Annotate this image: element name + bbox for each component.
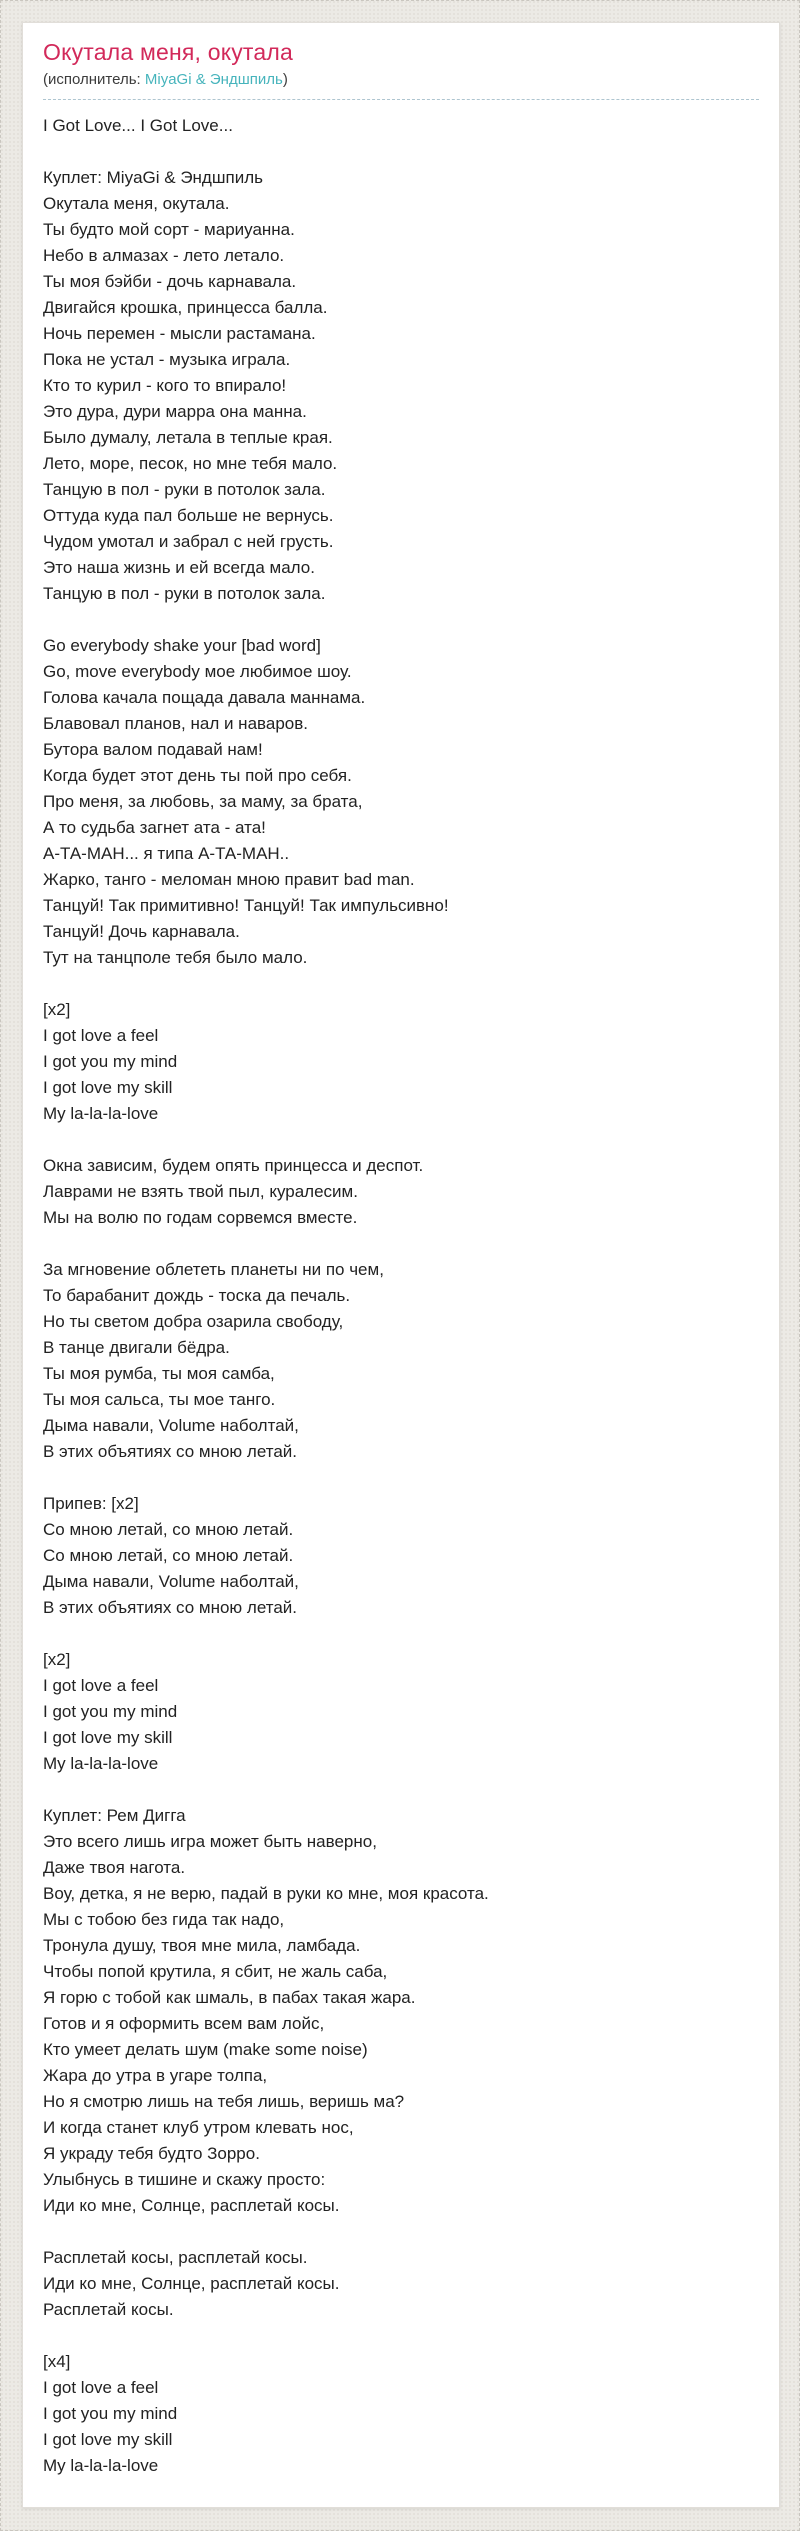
lyrics-line: В этих объятиях со мною летай. bbox=[43, 1442, 297, 1461]
lyrics-line: Это наша жизнь и ей всегда мало. bbox=[43, 558, 315, 577]
lyrics-line: Улыбнусь в тишине и скажу просто: bbox=[43, 2170, 326, 2189]
stanza bbox=[43, 1491, 759, 1621]
lyrics-line: А то судьба загнет ата - ата! bbox=[43, 818, 266, 837]
lyrics-line: Танцуй! Дочь карнавала. bbox=[43, 922, 240, 941]
page-title: Окутала меня, окутала bbox=[43, 39, 294, 65]
lyrics-line: Куплет: MiyaGi & Эндшпиль bbox=[43, 168, 263, 187]
stanza bbox=[43, 2245, 759, 2323]
lyrics-line: Танцую в пол - руки в потолок зала. bbox=[43, 480, 326, 499]
lyrics-line: Жарко, танго - меломан мною правит bad man. bbox=[43, 870, 415, 889]
lyrics-line: Иди ко мне, Солнце, расплетай косы. bbox=[43, 2196, 340, 2215]
lyrics-line: Мы с тобою без гида так надо, bbox=[43, 1910, 285, 1929]
stanza bbox=[43, 1803, 759, 2219]
lyrics-line: Тронула душу, твоя мне мила, ламбада. bbox=[43, 1936, 361, 1955]
lyrics-line: Бутора валом подавай нам! bbox=[43, 740, 263, 759]
lyrics-line: То барабанит дождь - тоска да печаль. bbox=[43, 1286, 351, 1305]
lyrics-line: I got love a feel bbox=[43, 2378, 159, 2397]
lyrics-line: Go, move everybody мое любимое шоу. bbox=[43, 662, 352, 681]
lyrics-line: I got you my mind bbox=[43, 1052, 178, 1071]
stanza bbox=[43, 1153, 759, 1231]
lyrics-line: Чтобы попой крутила, я сбит, не жаль саба, bbox=[43, 1962, 388, 1981]
lyrics-line: Расплетай косы. bbox=[43, 2300, 174, 2319]
lyrics-line: Танцуй! Так примитивно! Танцуй! Так импульсивно! bbox=[43, 896, 449, 915]
lyrics-line: I got love a feel bbox=[43, 1676, 159, 1695]
lyrics-line: [x4] bbox=[43, 2352, 71, 2371]
lyrics-line: Окутала меня, окутала. bbox=[43, 194, 230, 213]
lyrics-line: Окна зависим, будем опять принцесса и деспот. bbox=[43, 1156, 424, 1175]
lyrics-line: Со мною летай, со мною летай. bbox=[43, 1520, 294, 1539]
lyrics-line: Воу, детка, я не верю, падай в руки ко мне, моя красота. bbox=[43, 1884, 489, 1903]
lyrics-line: Пока не устал - музыка играла. bbox=[43, 350, 291, 369]
stanza bbox=[43, 997, 759, 1127]
lyrics-line: I Got Love... I Got Love... bbox=[43, 116, 233, 135]
lyrics-line: Про меня, за любовь, за маму, за брата, bbox=[43, 792, 363, 811]
lyrics bbox=[43, 113, 759, 2479]
lyrics-card bbox=[22, 22, 780, 2508]
lyrics-line: Ночь перемен - мысли растамана. bbox=[43, 324, 316, 343]
lyrics-line: Чудом умотал и забрал с ней грусть. bbox=[43, 532, 334, 551]
lyrics-line: Но ты светом добра озарила свободу, bbox=[43, 1312, 344, 1331]
lyrics-line: I got love my skill bbox=[43, 2430, 173, 2449]
lyrics-line: Ты моя бэйби - дочь карнавала. bbox=[43, 272, 297, 291]
lyrics-line: В этих объятиях со мною летай. bbox=[43, 1598, 297, 1617]
stanza bbox=[43, 1647, 759, 1777]
lyrics-line: Кто умеет делать шум (make some noise) bbox=[43, 2040, 368, 2059]
lyrics-line: Кто то курил - кого то впирало! bbox=[43, 376, 287, 395]
lyrics-line: I got you my mind bbox=[43, 1702, 178, 1721]
lyrics-line: Жара до утра в угаре толпа, bbox=[43, 2066, 268, 2085]
lyrics-line: Оттуда куда пал больше не вернусь. bbox=[43, 506, 334, 525]
stanza bbox=[43, 113, 759, 139]
lyrics-line: Ты моя сальса, ты мое танго. bbox=[43, 1390, 276, 1409]
lyrics-line: Готов и я оформить всем вам лойс, bbox=[43, 2014, 325, 2033]
stanza bbox=[43, 633, 759, 971]
lyrics-line: Я горю с тобой как шмаль, в пабах такая жара. bbox=[43, 1988, 416, 2007]
lyrics-line: My la-la-la-love bbox=[43, 1104, 159, 1123]
lyrics-line: Двигайся крошка, принцесса балла. bbox=[43, 298, 328, 317]
lyrics-line: Дыма навали, Volume наболтай, bbox=[43, 1416, 299, 1435]
lyrics-line: Лето, море, песок, но мне тебя мало. bbox=[43, 454, 338, 473]
lyrics-line: Голова качала пощада давала маннама. bbox=[43, 688, 366, 707]
artist-label-prefix: (исполнитель: bbox=[43, 71, 145, 88]
lyrics-line: А-ТА-МАН... я типа А-ТА-МАН.. bbox=[43, 844, 290, 863]
lyrics-line: I got you my mind bbox=[43, 2404, 178, 2423]
lyrics-line: My la-la-la-love bbox=[43, 2456, 159, 2475]
lyrics-line: Но я смотрю лишь на тебя лишь, веришь ма? bbox=[43, 2092, 405, 2111]
lyrics-line: За мгновение облететь планеты ни по чем, bbox=[43, 1260, 384, 1279]
artist-line bbox=[43, 69, 759, 100]
lyrics-line: И когда станет клуб утром клевать нос, bbox=[43, 2118, 354, 2137]
lyrics-line: Когда будет этот день ты пой про себя. bbox=[43, 766, 352, 785]
lyrics-line: Go everybody shake your [bad word] bbox=[43, 636, 321, 655]
lyrics-line: Лаврами не взять твой пыл, куралесим. bbox=[43, 1182, 358, 1201]
lyrics-line: Тут на танцполе тебя было мало. bbox=[43, 948, 308, 967]
lyrics-line: Даже твоя нагота. bbox=[43, 1858, 186, 1877]
lyrics-line: Иди ко мне, Солнце, расплетай косы. bbox=[43, 2274, 340, 2293]
lyrics-line: Со мною летай, со мною летай. bbox=[43, 1546, 294, 1565]
lyrics-line: I got love my skill bbox=[43, 1728, 173, 1747]
lyrics-line: Это всего лишь игра может быть наверно, bbox=[43, 1832, 377, 1851]
lyrics-line: [x2] bbox=[43, 1000, 71, 1019]
lyrics-line: Танцую в пол - руки в потолок зала. bbox=[43, 584, 326, 603]
lyrics-line: My la-la-la-love bbox=[43, 1754, 159, 1773]
lyrics-line: Это дура, дури марра она манна. bbox=[43, 402, 307, 421]
lyrics-line: Припев: [x2] bbox=[43, 1494, 139, 1513]
artist-label-suffix: ) bbox=[282, 71, 288, 88]
lyrics-line: Дыма навали, Volume наболтай, bbox=[43, 1572, 299, 1591]
lyrics-line: [x2] bbox=[43, 1650, 71, 1669]
lyrics-line: В танце двигали бёдра. bbox=[43, 1338, 230, 1357]
lyrics-line: Ты будто мой сорт - мариуанна. bbox=[43, 220, 295, 239]
lyrics-line: I got love my skill bbox=[43, 1078, 173, 1097]
artist-link[interactable]: MiyaGi & Эндшпиль bbox=[144, 71, 283, 88]
lyrics-line: Я украду тебя будто Зорро. bbox=[43, 2144, 260, 2163]
lyrics-line: Ты моя румба, ты моя самба, bbox=[43, 1364, 275, 1383]
lyrics-line: Куплет: Рем Дигга bbox=[43, 1806, 186, 1825]
stanza bbox=[43, 1257, 759, 1465]
lyrics-line: Было думалу, летала в теплые края. bbox=[43, 428, 333, 447]
lyrics-line: Расплетай косы, расплетай косы. bbox=[43, 2248, 308, 2267]
lyrics-line: I got love a feel bbox=[43, 1026, 159, 1045]
lyrics-line: Блавовал планов, нал и наваров. bbox=[43, 714, 308, 733]
stanza bbox=[43, 165, 759, 607]
lyrics-line: Мы на волю по годам сорвемся вместе. bbox=[43, 1208, 358, 1227]
stanza bbox=[43, 2349, 759, 2479]
lyrics-line: Небо в алмазах - лето летало. bbox=[43, 246, 285, 265]
